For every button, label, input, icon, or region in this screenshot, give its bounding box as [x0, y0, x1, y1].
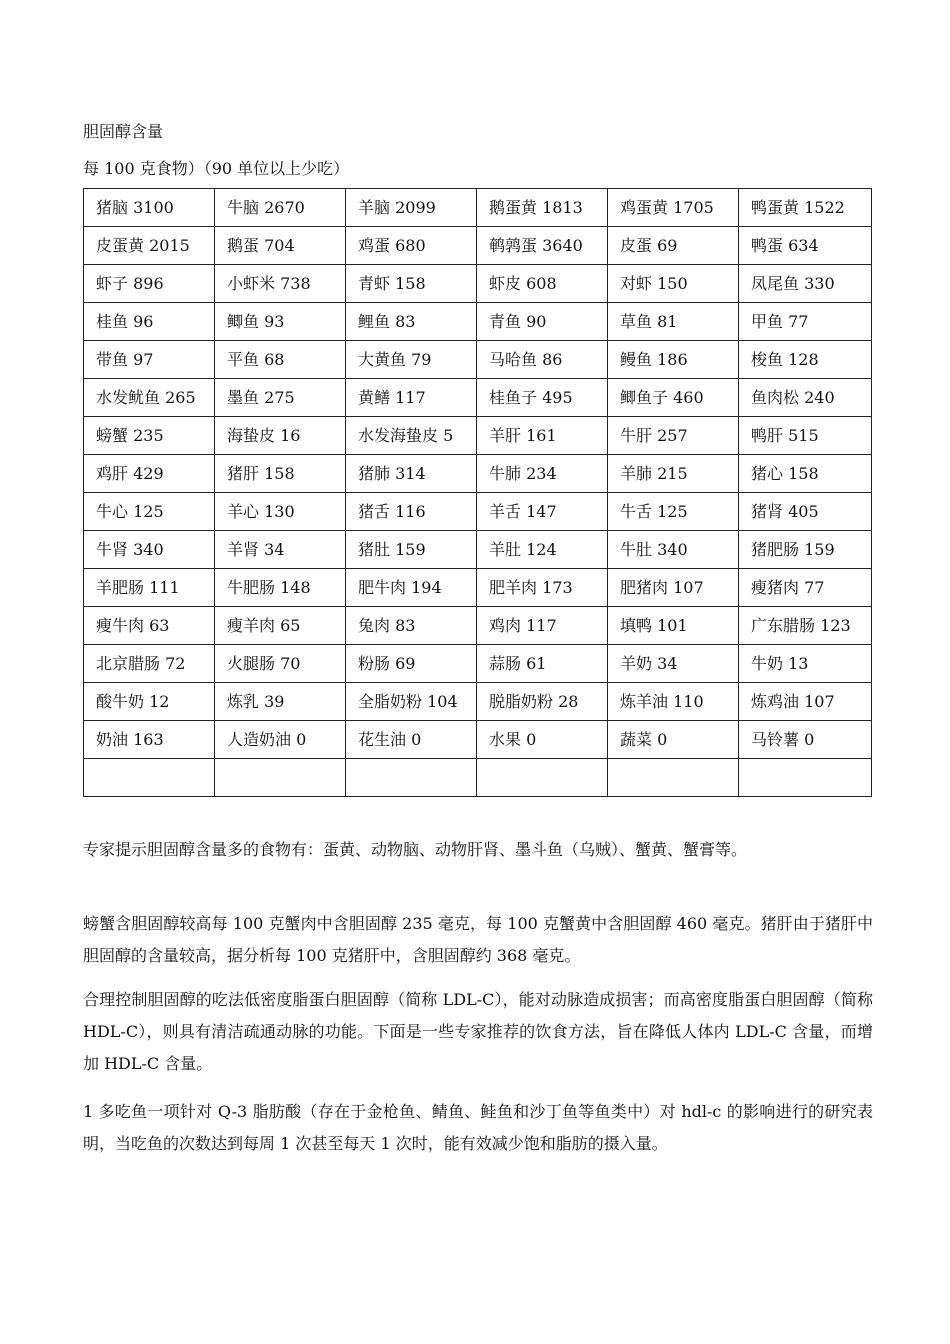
table-row [84, 683, 872, 721]
table-cell: 鸡蛋黄 1705 [608, 189, 739, 227]
table-cell: 鸭蛋黄 1522 [739, 189, 872, 227]
table-cell: 牛肺 234 [477, 455, 608, 493]
table-cell: 牛肚 340 [608, 531, 739, 569]
table-row [84, 455, 872, 493]
table-cell: 全脂奶粉 104 [346, 683, 477, 721]
table-cell: 粉肠 69 [346, 645, 477, 683]
cholesterol-table-body [84, 189, 872, 797]
table-cell: 青虾 158 [346, 265, 477, 303]
table-cell: 肥羊肉 173 [477, 569, 608, 607]
table-cell: 奶油 163 [84, 721, 215, 759]
table-cell: 鸡蛋 680 [346, 227, 477, 265]
table-cell: 马哈鱼 86 [477, 341, 608, 379]
table-cell: 鸡肝 429 [84, 455, 215, 493]
table-cell: 肥猪肉 107 [608, 569, 739, 607]
table-cell: 螃蟹 235 [84, 417, 215, 455]
table-cell: 平鱼 68 [215, 341, 346, 379]
table-cell: 羊奶 34 [608, 645, 739, 683]
table-row [84, 265, 872, 303]
table-row [84, 189, 872, 227]
paragraph-ldl-hdl: 合理控制胆固醇的吃法低密度脂蛋白胆固醇（简称 LDL-C），能对动脉造成损害；而高密度脂蛋白胆固醇（简称 HDL-C），则具有清洁疏通动脉的功能。下面是一些专家推荐的饮食方法，旨在降低人体内 LDL-C 含量，而增加 HDL-C 含量。 [83, 990, 873, 1073]
table-cell: 脱脂奶粉 28 [477, 683, 608, 721]
table-cell: 牛舌 125 [608, 493, 739, 531]
table-cell: 花生油 0 [346, 721, 477, 759]
table-cell: 黄鳝 117 [346, 379, 477, 417]
table-cell: 猪肺 314 [346, 455, 477, 493]
table-row [84, 379, 872, 417]
table-row [84, 417, 872, 455]
table-cell: 青鱼 90 [477, 303, 608, 341]
table-row [84, 341, 872, 379]
table-cell: 牛肥肠 148 [215, 569, 346, 607]
table-cell: 羊脑 2099 [346, 189, 477, 227]
table-cell [739, 759, 872, 797]
table-cell [215, 759, 346, 797]
table-cell: 牛脑 2670 [215, 189, 346, 227]
table-cell: 对虾 150 [608, 265, 739, 303]
table-cell: 牛肾 340 [84, 531, 215, 569]
table-cell: 皮蛋黄 2015 [84, 227, 215, 265]
table-row [84, 645, 872, 683]
paragraph-expert-tip: 专家提示胆固醇含量多的食物有：蛋黄、动物脑、动物肝肾、墨斗鱼（乌贼）、蟹黄、蟹膏等。 [83, 840, 748, 859]
table-cell: 鹅蛋黄 1813 [477, 189, 608, 227]
table-cell: 鳗鱼 186 [608, 341, 739, 379]
table-cell: 鸭肝 515 [739, 417, 872, 455]
table-caption: 每 100 克食物）（90 单位以上少吃） [83, 159, 350, 178]
paragraph-crab-liver: 螃蟹含胆固醇较高每 100 克蟹肉中含胆固醇 235 毫克，每 100 克蟹黄中含胆固醇 460 毫克。猪肝由于猪肝中胆固醇的含量较高，据分析每 100 克猪肝中，含胆固醇约 368 毫克。 [83, 914, 873, 965]
table-cell: 水果 0 [477, 721, 608, 759]
table-cell: 海蛰皮 16 [215, 417, 346, 455]
table-cell: 水发海蛰皮 5 [346, 417, 477, 455]
table-cell: 羊心 130 [215, 493, 346, 531]
table-cell: 猪肚 159 [346, 531, 477, 569]
table-cell: 鲤鱼 83 [346, 303, 477, 341]
table-cell: 羊肝 161 [477, 417, 608, 455]
table-cell: 蔬菜 0 [608, 721, 739, 759]
table-cell: 虾皮 608 [477, 265, 608, 303]
table-cell [608, 759, 739, 797]
table-cell: 羊肚 124 [477, 531, 608, 569]
table-cell: 鹅蛋 704 [215, 227, 346, 265]
table-cell: 凤尾鱼 330 [739, 265, 872, 303]
table-cell: 虾子 896 [84, 265, 215, 303]
table-cell: 猪肥肠 159 [739, 531, 872, 569]
table-cell: 瘦羊肉 65 [215, 607, 346, 645]
table-cell [346, 759, 477, 797]
table-cell: 带鱼 97 [84, 341, 215, 379]
table-cell: 甲鱼 77 [739, 303, 872, 341]
table-cell: 猪舌 116 [346, 493, 477, 531]
table-cell: 广东腊肠 123 [739, 607, 872, 645]
table-cell: 桂鱼 96 [84, 303, 215, 341]
table-cell [84, 759, 215, 797]
table-row [84, 493, 872, 531]
table-cell: 马铃薯 0 [739, 721, 872, 759]
table-cell: 酸牛奶 12 [84, 683, 215, 721]
table-cell: 人造奶油 0 [215, 721, 346, 759]
cholesterol-table [83, 188, 872, 797]
table-cell: 猪肝 158 [215, 455, 346, 493]
table-cell: 兔肉 83 [346, 607, 477, 645]
table-cell: 鱼肉松 240 [739, 379, 872, 417]
table-cell: 水发鱿鱼 265 [84, 379, 215, 417]
table-cell: 瘦猪肉 77 [739, 569, 872, 607]
table-cell [477, 759, 608, 797]
table-cell: 桂鱼子 495 [477, 379, 608, 417]
table-row [84, 569, 872, 607]
table-cell: 瘦牛肉 63 [84, 607, 215, 645]
table-cell: 羊肺 215 [608, 455, 739, 493]
table-row [84, 531, 872, 569]
table-cell: 小虾米 738 [215, 265, 346, 303]
table-cell: 鹌鹑蛋 3640 [477, 227, 608, 265]
paragraph-eat-fish: 1 多吃鱼一项针对 Q-3 脂肪酸（存在于金枪鱼、鲭鱼、鲑鱼和沙丁鱼等鱼类中）对 hdl-c 的影响进行的研究表明，当吃鱼的次数达到每周 1 次甚至每天 1 次时，能有效减少饱和脂肪的摄入量。 [83, 1102, 873, 1153]
table-cell: 鸡肉 117 [477, 607, 608, 645]
table-cell: 墨鱼 275 [215, 379, 346, 417]
table-cell: 羊舌 147 [477, 493, 608, 531]
table-row [84, 303, 872, 341]
table-cell: 皮蛋 69 [608, 227, 739, 265]
table-cell: 牛肝 257 [608, 417, 739, 455]
table-cell: 猪肾 405 [739, 493, 872, 531]
document-title: 胆固醇含量 [83, 122, 164, 141]
table-cell: 牛奶 13 [739, 645, 872, 683]
table-cell: 鲫鱼子 460 [608, 379, 739, 417]
table-cell: 鸭蛋 634 [739, 227, 872, 265]
table-cell: 梭鱼 128 [739, 341, 872, 379]
table-cell: 猪脑 3100 [84, 189, 215, 227]
table-cell: 蒜肠 61 [477, 645, 608, 683]
table-row [84, 759, 872, 797]
table-cell: 北京腊肠 72 [84, 645, 215, 683]
table-cell: 肥牛肉 194 [346, 569, 477, 607]
table-cell: 猪心 158 [739, 455, 872, 493]
table-cell: 鲫鱼 93 [215, 303, 346, 341]
table-cell: 牛心 125 [84, 493, 215, 531]
table-cell: 炼羊油 110 [608, 683, 739, 721]
table-cell: 羊肥肠 111 [84, 569, 215, 607]
table-row [84, 721, 872, 759]
table-row [84, 607, 872, 645]
table-cell: 草鱼 81 [608, 303, 739, 341]
table-cell: 炼乳 39 [215, 683, 346, 721]
table-cell: 火腿肠 70 [215, 645, 346, 683]
table-row [84, 227, 872, 265]
table-cell: 羊肾 34 [215, 531, 346, 569]
table-cell: 炼鸡油 107 [739, 683, 872, 721]
table-cell: 填鸭 101 [608, 607, 739, 645]
table-cell: 大黄鱼 79 [346, 341, 477, 379]
